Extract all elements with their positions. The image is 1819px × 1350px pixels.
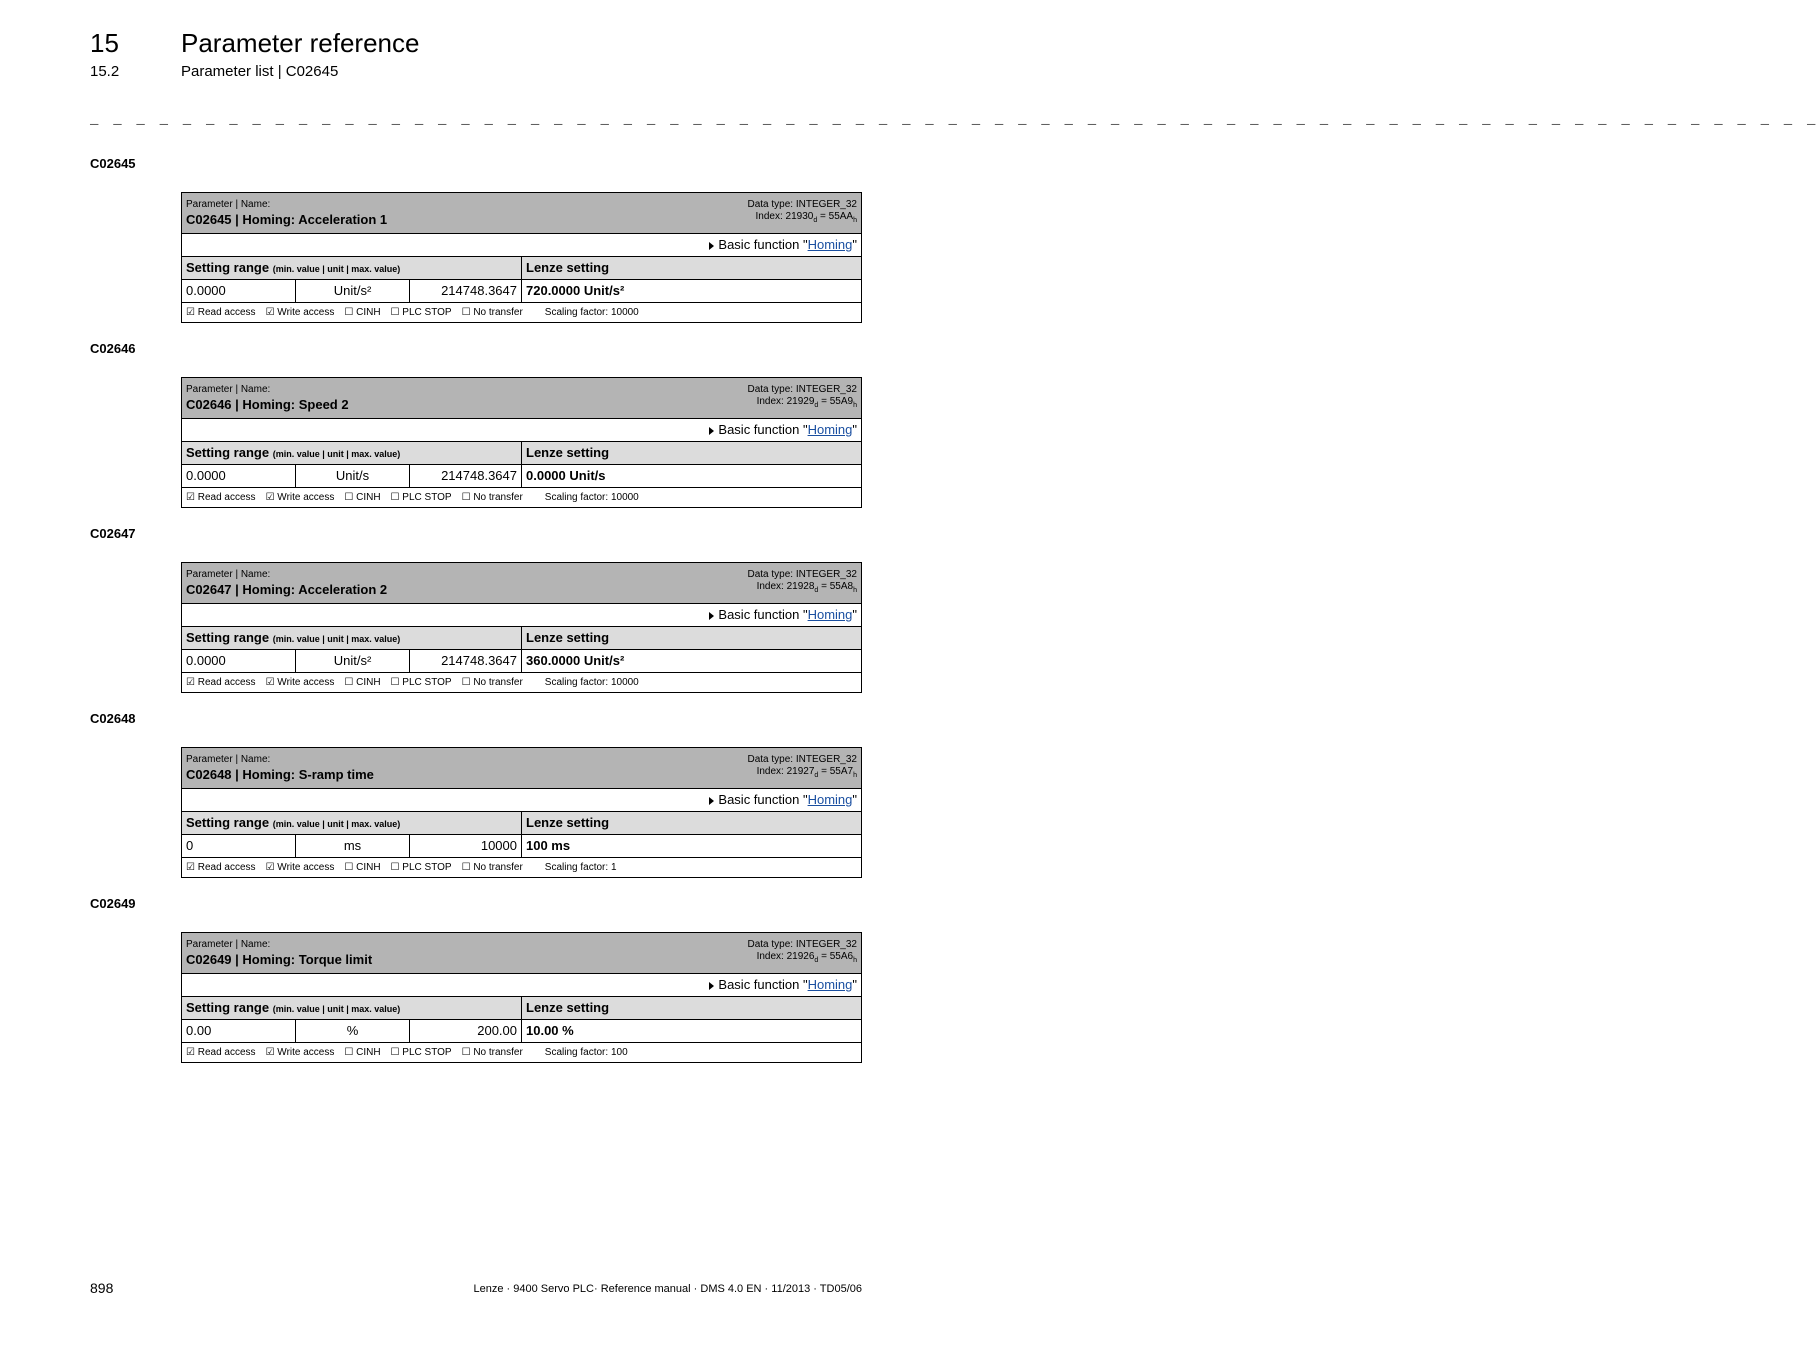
access-row [182,673,861,692]
parameter-table [181,377,862,508]
parameter-section-label: C02649 [90,896,136,911]
index-decimal: Index: 21926 [756,951,815,962]
parameter-table [181,932,862,1063]
no-transfer-checkbox: ☐ No transfer [461,677,523,688]
setting-range-label [182,627,522,649]
section-number: 15.2 [90,63,120,80]
page-number: 898 [90,1280,114,1296]
values-row [182,465,861,488]
param-name-label: Parameter | Name: [186,384,271,395]
triangle-right-icon [709,797,714,805]
access-row [182,858,861,877]
homing-link[interactable]: Homing [807,237,853,252]
index-hex: = 55A6 [818,951,854,962]
function-suffix: " [852,607,857,622]
chapter-title: Parameter reference [181,28,420,58]
unit: % [296,1020,410,1042]
document-info: Lenze · 9400 Servo PLC· Reference manual · DMS 4.0 EN · 11/2013 · TD05/06 [473,1283,862,1295]
index-hex: = 55AA [817,211,854,222]
function-prefix: Basic function " [718,237,808,252]
read-access-checkbox: ☑ Read access [186,862,256,873]
write-access-checkbox: ☑ Write access [265,492,335,503]
data-type: Data type: INTEGER_32 [747,754,857,765]
section-title: Parameter list | C02645 [181,63,339,80]
max-value: 214748.3647 [410,465,522,487]
parameter-table [181,747,862,878]
parameter-index: Index: $21926_d = 55A6_h$ [756,951,857,964]
index-decimal: Index: 21929 [756,396,815,407]
lenze-value: 360.0000 Unit/s² [526,653,625,668]
param-name-label: Parameter | Name: [186,939,271,950]
parameter-header [182,378,861,419]
triangle-right-icon [709,612,714,620]
range-detail: (min. value | unit | max. value) [272,449,401,459]
function-suffix: " [852,792,857,807]
function-prefix: Basic function " [718,422,808,437]
index-hex: = 55A8 [818,581,854,592]
max-value: 214748.3647 [410,650,522,672]
parameter-header [182,563,861,604]
access-row [182,488,861,507]
chapter-number: 15 [90,28,119,58]
data-type: Data type: INTEGER_32 [747,939,857,950]
function-prefix: Basic function " [718,977,808,992]
plc-stop-checkbox: ☐ PLC STOP [390,307,452,318]
parameter-header [182,193,861,234]
parameter-name: C02645 | Homing: Acceleration 1 [186,212,388,227]
index-hex: = 55A7 [818,766,854,777]
basic-function-row [182,604,861,627]
basic-function-row [182,419,861,442]
cinh-checkbox: ☐ CINH [344,1047,381,1058]
no-transfer-checkbox: ☐ No transfer [461,862,523,873]
parameter-table [181,192,862,323]
setting-range-label [182,442,522,464]
param-name-label: Parameter | Name: [186,754,271,765]
lenze-setting-label: Lenze setting [526,630,610,645]
lenze-setting-label: Lenze setting [526,445,610,460]
parameter-name: C02648 | Homing: S-ramp time [186,767,374,782]
write-access-checkbox: ☑ Write access [265,862,335,873]
parameter-name: C02646 | Homing: Speed 2 [186,397,349,412]
function-suffix: " [852,422,857,437]
lenze-setting-label: Lenze setting [526,260,610,275]
cinh-checkbox: ☐ CINH [344,862,381,873]
homing-link[interactable]: Homing [807,422,853,437]
function-suffix: " [852,237,857,252]
min-value: 0.0000 [182,465,296,487]
range-detail: (min. value | unit | max. value) [272,634,401,644]
data-type: Data type: INTEGER_32 [747,569,857,580]
min-value: 0 [182,835,296,857]
setting-range-label [182,257,522,279]
setting-range-header [182,257,861,280]
range-detail: (min. value | unit | max. value) [272,1004,401,1014]
homing-link[interactable]: Homing [807,977,853,992]
max-value: 10000 [410,835,522,857]
max-value: 200.00 [410,1020,522,1042]
lenze-value: 0.0000 Unit/s [526,468,606,483]
read-access-checkbox: ☑ Read access [186,307,256,318]
parameter-name: C02649 | Homing: Torque limit [186,952,373,967]
write-access-checkbox: ☑ Write access [265,1047,335,1058]
unit: Unit/s² [296,280,410,302]
values-row [182,835,861,858]
lenze-value: 10.00 % [526,1023,574,1038]
setting-range-header [182,627,861,650]
scaling-factor: Scaling factor: 10000 [544,492,639,503]
index-hex: = 55A9 [818,396,854,407]
setting-range-header [182,997,861,1020]
index-decimal: Index: 21927 [756,766,815,777]
index-decimal: Index: 21930 [755,211,814,222]
range-label: Setting range [186,630,270,645]
plc-stop-checkbox: ☐ PLC STOP [390,1047,452,1058]
homing-link[interactable]: Homing [807,792,853,807]
unit: ms [296,835,410,857]
range-label: Setting range [186,260,270,275]
setting-range-header [182,442,861,465]
no-transfer-checkbox: ☐ No transfer [461,307,523,318]
unit: Unit/s² [296,650,410,672]
triangle-right-icon [709,982,714,990]
range-label: Setting range [186,815,270,830]
parameter-table [181,562,862,693]
write-access-checkbox: ☑ Write access [265,307,335,318]
read-access-checkbox: ☑ Read access [186,492,256,503]
parameter-header [182,748,861,789]
cinh-checkbox: ☐ CINH [344,307,381,318]
range-label: Setting range [186,1000,270,1015]
basic-function-row [182,974,861,997]
triangle-right-icon [709,427,714,435]
lenze-setting-label: Lenze setting [526,1000,610,1015]
range-label: Setting range [186,445,270,460]
function-prefix: Basic function " [718,607,808,622]
write-access-checkbox: ☑ Write access [265,677,335,688]
range-detail: (min. value | unit | max. value) [272,264,401,274]
header-divider: _ _ _ _ _ _ _ _ _ _ _ _ _ _ _ _ _ _ _ _ _ _ _ _ _ _ _ _ _ _ _ _ _ _ _ _ _ _ _ _ _ _ _ _ _ _ _ _ _ _ _ _ _ _ _ _ _ _ _ _ _ _ _ _ _ _ _ _ _ _ _ _ _ _ _ [90,112,1819,128]
max-value: 214748.3647 [410,280,522,302]
scaling-factor: Scaling factor: 1 [544,862,617,873]
index-decimal: Index: 21928 [756,581,815,592]
scaling-factor: Scaling factor: 10000 [544,677,639,688]
function-prefix: Basic function " [718,792,808,807]
parameter-section-label: C02647 [90,526,136,541]
access-row [182,303,861,322]
min-value: 0.00 [182,1020,296,1042]
min-value: 0.0000 [182,650,296,672]
parameter-index: Index: $21930_d = 55AA_h$ [755,211,857,224]
parameter-index: Index: $21929_d = 55A9_h$ [756,396,857,409]
parameter-name: C02647 | Homing: Acceleration 2 [186,582,388,597]
plc-stop-checkbox: ☐ PLC STOP [390,492,452,503]
no-transfer-checkbox: ☐ No transfer [461,492,523,503]
plc-stop-checkbox: ☐ PLC STOP [390,677,452,688]
data-type: Data type: INTEGER_32 [747,199,857,210]
parameter-section-label: C02645 [90,156,136,171]
no-transfer-checkbox: ☐ No transfer [461,1047,523,1058]
parameter-section-label: C02648 [90,711,136,726]
parameter-section-label: C02646 [90,341,136,356]
read-access-checkbox: ☑ Read access [186,1047,256,1058]
basic-function-row [182,789,861,812]
data-type: Data type: INTEGER_32 [747,384,857,395]
cinh-checkbox: ☐ CINH [344,492,381,503]
scaling-factor: Scaling factor: 100 [544,1047,628,1058]
range-detail: (min. value | unit | max. value) [272,819,401,829]
triangle-right-icon [709,242,714,250]
lenze-setting-label: Lenze setting [526,815,610,830]
lenze-value: 720.0000 Unit/s² [526,283,625,298]
parameter-header [182,933,861,974]
parameter-index: Index: $21927_d = 55A7_h$ [756,766,857,779]
basic-function-row [182,234,861,257]
scaling-factor: Scaling factor: 10000 [544,307,639,318]
cinh-checkbox: ☐ CINH [344,677,381,688]
function-suffix: " [852,977,857,992]
setting-range-label [182,812,522,834]
unit: Unit/s [296,465,410,487]
lenze-value: 100 ms [526,838,571,853]
plc-stop-checkbox: ☐ PLC STOP [390,862,452,873]
access-row [182,1043,861,1062]
setting-range-label [182,997,522,1019]
values-row [182,1020,861,1043]
param-name-label: Parameter | Name: [186,569,271,580]
values-row [182,650,861,673]
param-name-label: Parameter | Name: [186,199,271,210]
setting-range-header [182,812,861,835]
min-value: 0.0000 [182,280,296,302]
values-row [182,280,861,303]
read-access-checkbox: ☑ Read access [186,677,256,688]
homing-link[interactable]: Homing [807,607,853,622]
parameter-index: Index: $21928_d = 55A8_h$ [756,581,857,594]
